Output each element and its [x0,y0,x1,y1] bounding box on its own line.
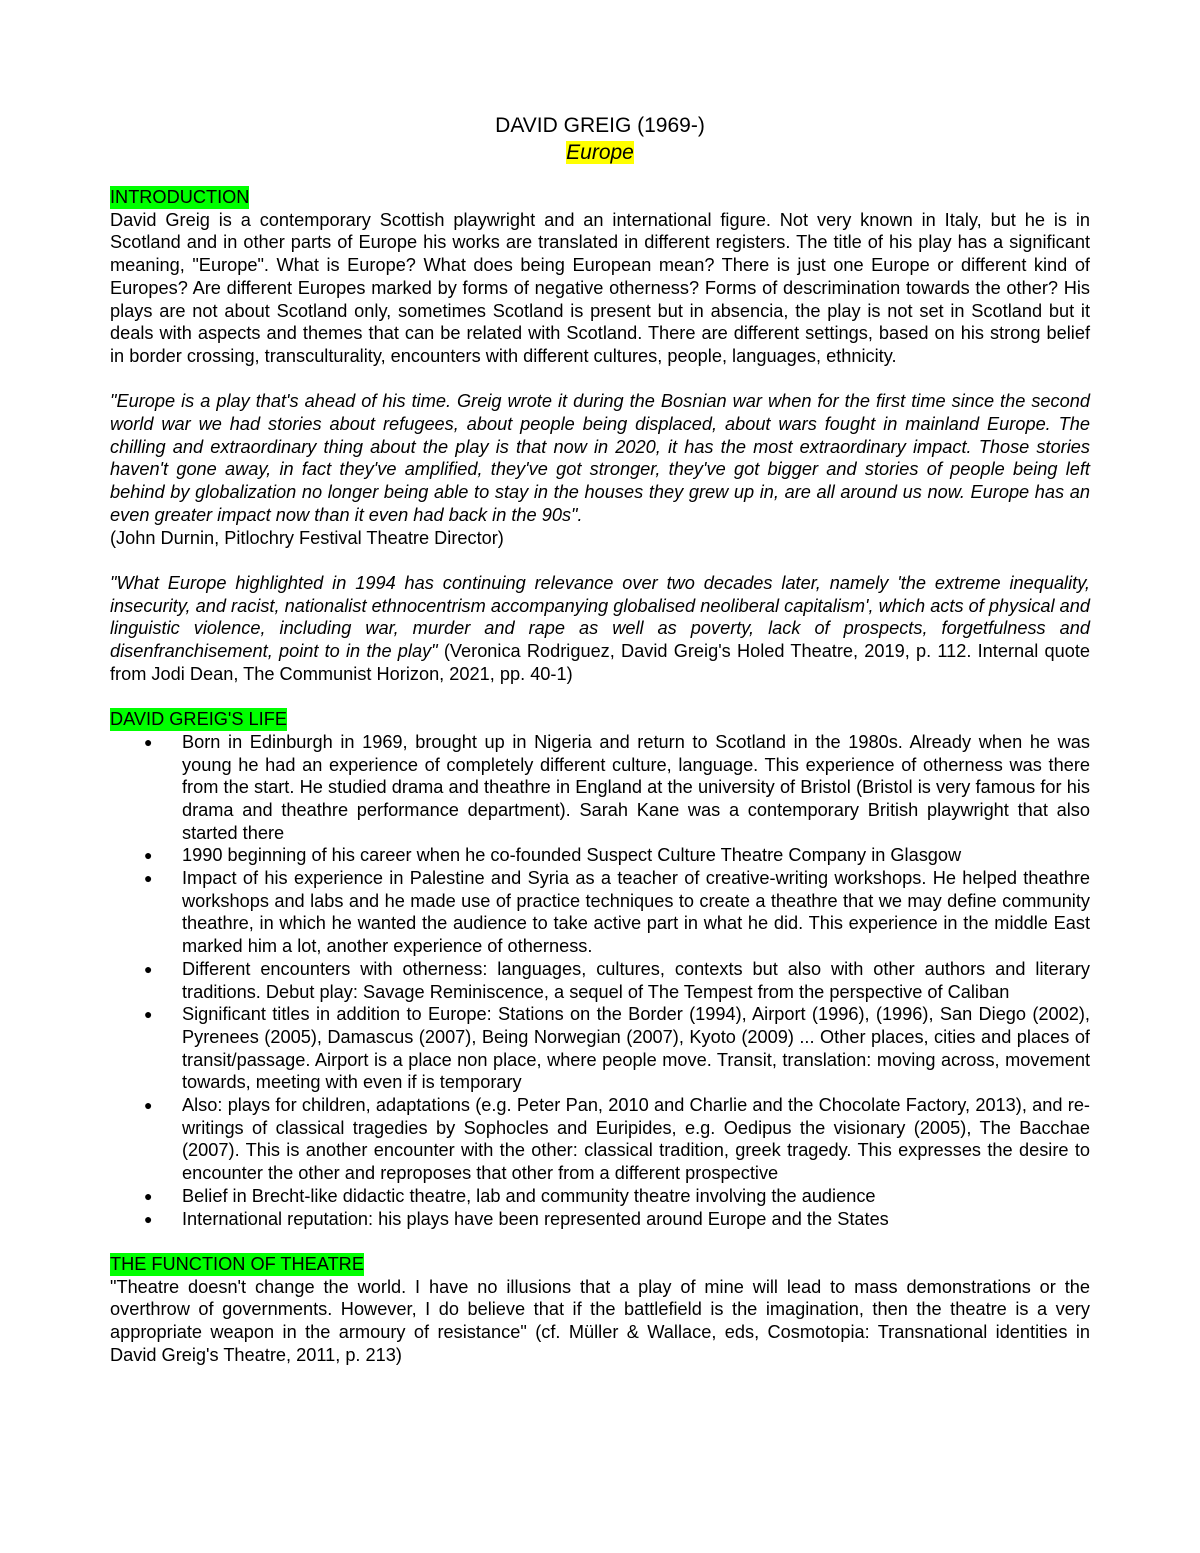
bullet-icon: ● [144,1006,153,1023]
list-item-text: International reputation: his plays have been represented around Europe and the States [182,1208,889,1229]
life-heading: DAVID GREIG'S LIFE [110,709,287,730]
introduction-heading: INTRODUCTION [110,187,250,207]
list-item-text: Belief in Brecht-like didactic theatre, lab and community theatre involving the audience [182,1185,876,1206]
bullet-icon: ● [144,847,153,864]
bullet-icon: ● [144,733,153,750]
life-list [110,731,1090,1230]
list-item-text: Impact of his experience in Palestine and Syria as a teacher of creative-writing workshops. He helped theathre workshops and labs and he made use of practice techniques to create a theathre that we may define community theathre, in which he wanted the audience to take active part in what he did. This experience in the middle East marked him a lot, another experience of otherness. [182,868,1090,957]
list-item-text: Different encounters with otherness: languages, cultures, contexts but also with other authors and literary traditions. Debut play: Savage Reminiscence, a sequel of The Tempest from the perspective of Caliban [182,958,1090,1002]
function-section [110,1253,1090,1367]
list-item [110,867,1090,958]
title-block [110,112,1090,166]
function-paragraph: "Theatre doesn't change the world. I have no illusions that a play of mine will lead to mass demonstrations or the overthrow of governments. However, I do believe that if the battlefield is the imagination, then the theatre is a very appropriate weapon in the armoury of resistance" (cf. Müller & Wallace, eds, Cosmotopia: Transnational identities in David Greig's Theatre, 2011, p. 213) [110,1276,1090,1365]
document-title: DAVID GREIG (1969-) [495,114,705,137]
rodriguez-quote: "What Europe highlighted in 1994 has continuing relevance over two decades later, namely 'the extreme inequality, insecurity, and racist, nationalist ethnocentrism accompanying globalised neoliberal capitalism', which acts of physical and linguistic violence, including war, murder and rape as well as poverty, lack of prospects, forgetfulness and disenfranchisement, point to in the play" [110,572,1090,662]
list-item [110,1003,1090,1094]
list-item [110,1185,1090,1208]
list-item-text: Significant titles in addition to Europe: Stations on the Border (1994), Airport (1996), (1996), San Diego (2002), Pyrenees (2005), Damascus (2007), Being Norwegian (2007), Kyoto (2009) ... Other places, cities and places of transit/passage. Airport is a place non place, where people move. Transit, translation: moving across, movement towards, meeting with even if is temporary [182,1004,1090,1093]
list-item-text: Born in Edinburgh in 1969, brought up in Nigeria and return to Scotland in the 1980s. Already when he was young he had an experience of completely different culture, language. This experience of otherness was there from the start. He studied drama and theathre in England at the university of Bristol (Bristol is very famous for his drama and theathre performance department). Sarah Kane was a contemporary British playwright that also started there [182,731,1090,843]
list-item [110,1208,1090,1231]
introduction-paragraph: David Greig is a contemporary Scottish playwright and an international figure. Not very known in Italy, but he is in Scotland and in other parts of Europe his works are translated in different registers. The title of his play has a significant meaning, "Europe". What is Europe? What does being European mean? There is just one Europe or different kind of Europes? Are different Europes marked by forms of negative otherness? Forms of descrimination towards the other? His plays are not about Scotland only, sometimes Scotland is present but in absencia, the play is not set in Scotland but it deals with aspects and themes that can be related with Scotland. There are different settings, based on his strong belief in border crossing, transculturality, encounters with different cultures, people, languages, ethnicity. [110,209,1090,366]
list-item-text: 1990 beginning of his career when he co-founded Suspect Culture Theatre Company in Glasgow [182,845,962,866]
list-item [110,731,1090,845]
list-item [110,844,1090,867]
life-section [110,708,1090,1230]
rodriguez-citation: (Veronica Rodriguez, David Greig's Holed Theatre, 2019, p. 112. Internal quote from Jodi Dean, The Communist Horizon, 2021, pp. 40-1) [110,641,1090,684]
introduction-section [110,186,1090,685]
bullet-icon: ● [144,960,153,977]
list-item [110,958,1090,1003]
bullet-icon: ● [144,1097,153,1114]
bullet-icon: ● [144,1187,153,1204]
document-page [110,112,1090,1367]
rodriguez-quote-paragraph [110,572,1090,686]
durnin-attribution: (John Durnin, Pitlochry Festival Theatre Director) [110,527,504,548]
document-subtitle [110,139,1090,166]
list-item [110,1094,1090,1185]
list-item-text: Also: plays for children, adaptations (e.g. Peter Pan, 2010 and Charlie and the Chocolate Factory, 2013), and re-writings of classical tragedies by Sophocles and Euripides, e.g. Oedipus the visionary (2005), The Bacchae (2007). This is another encounter with the other: classical tradition, greek tragedy. This expresses the desire to encounter the other and reproposes that other from a different prospective [182,1095,1090,1184]
function-heading: THE FUNCTION OF THEATRE [110,1253,364,1274]
bullet-icon: ● [144,1210,153,1227]
subtitle-highlight: Europe [566,141,634,164]
durnin-quote: "Europe is a play that's ahead of his time. Greig wrote it during the Bosnian war when for the first time since the second world war we had stories about refugees, about people being displaced, about wars fought in mainland Europe. The chilling and extraordinary thing about the play is that now in 2020, it has the most extraordinary impact. Those stories haven't gone away, in fact they've amplified, they've got stronger, they've got bigger and stories of people being left behind by globalization no longer being able to stay in the houses they grew up in, are all around us now. Europe has an even greater impact now than it even had back in the 90s". [110,391,1090,525]
bullet-icon: ● [144,870,153,887]
